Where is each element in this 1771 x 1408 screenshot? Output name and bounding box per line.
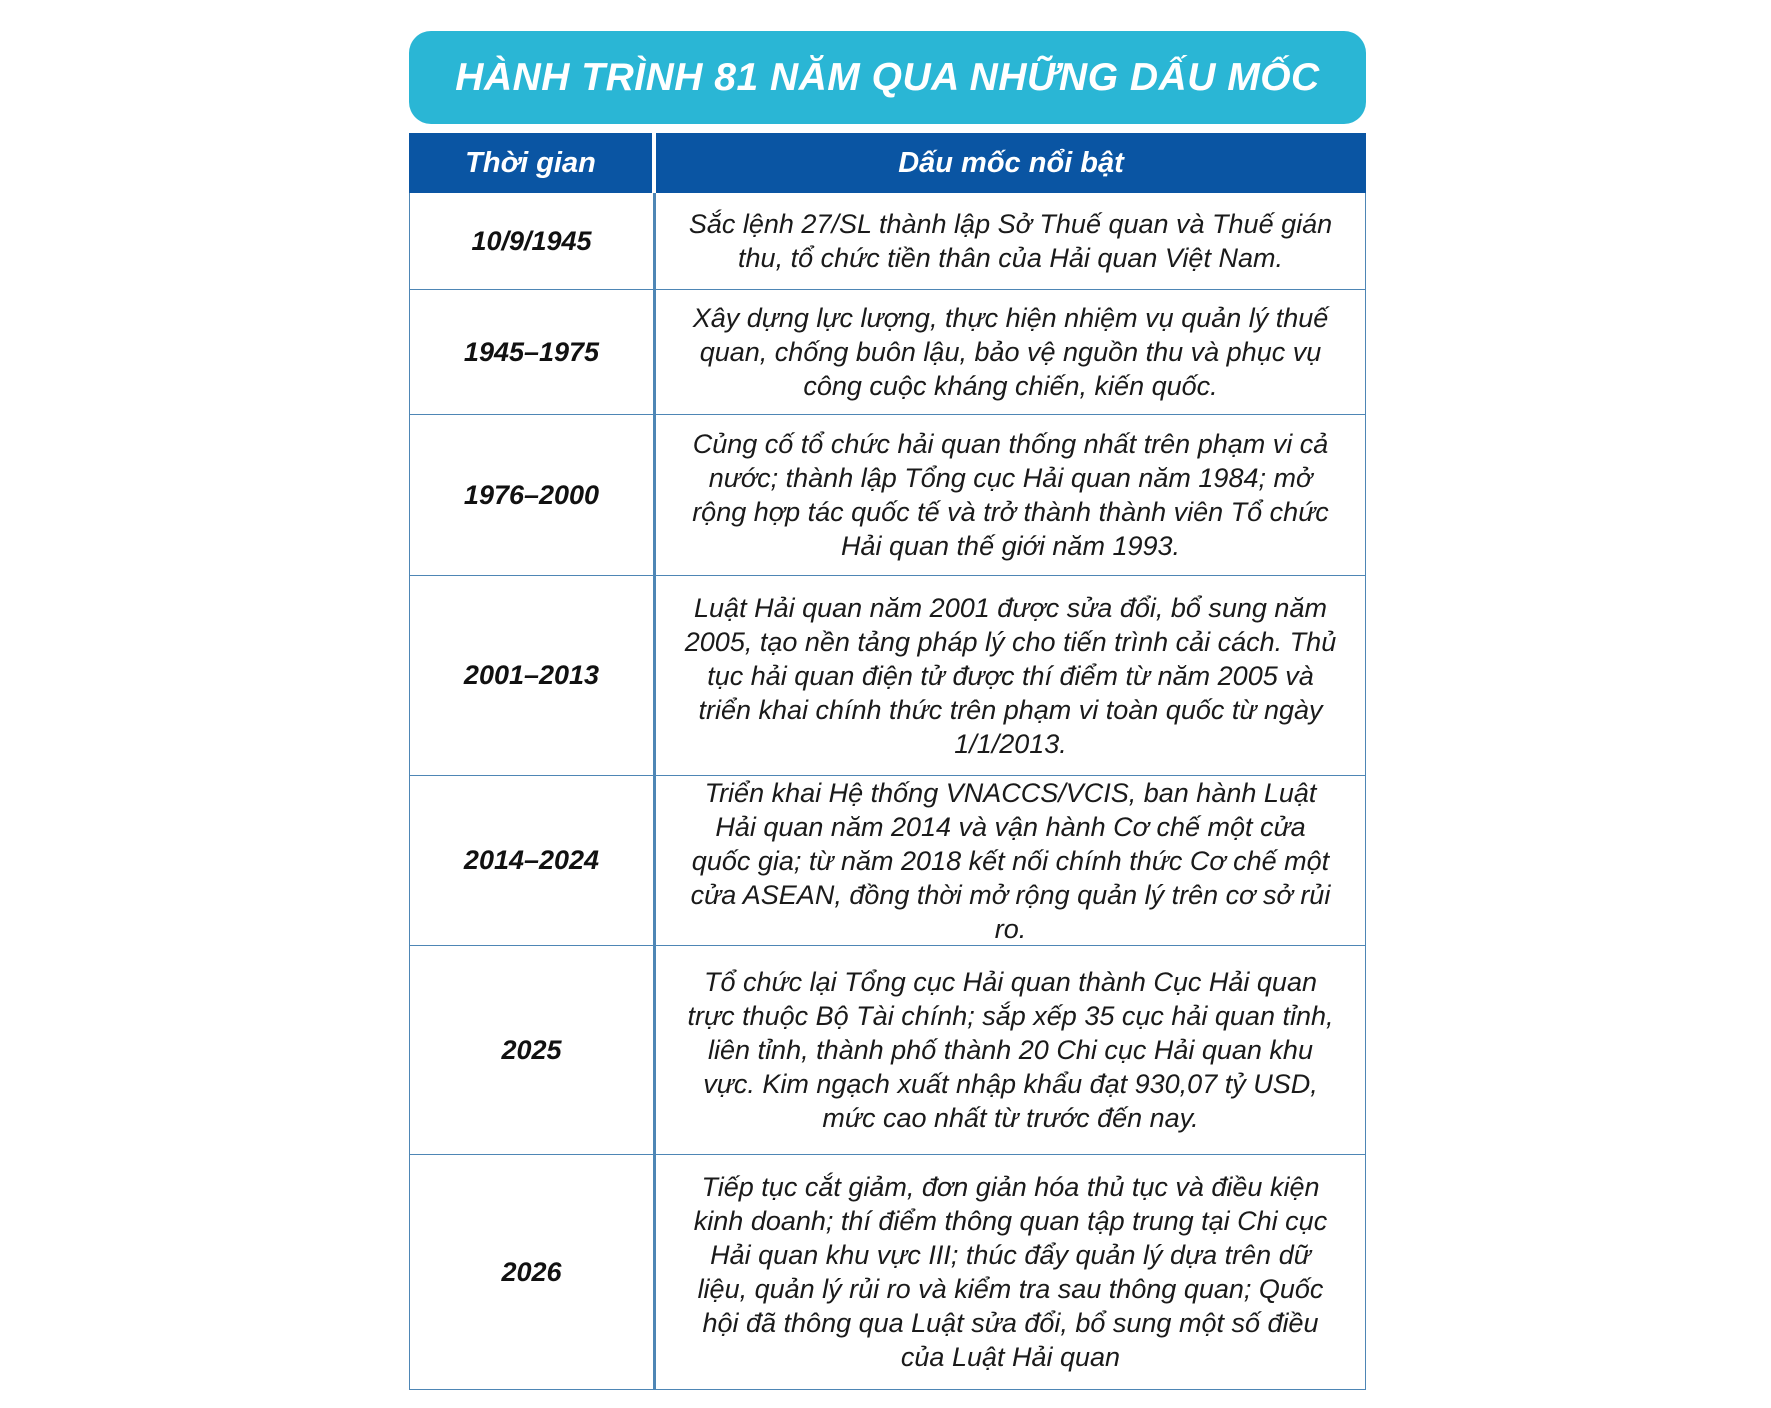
header-milestone: Dấu mốc nổi bật: [656, 133, 1366, 193]
row-period: 2026: [409, 1155, 656, 1390]
row-milestone: Xây dựng lực lượng, thực hiện nhiệm vụ quản lý thuế quan, chống buôn lậu, bảo vệ nguồn thu và phục vụ công cuộc kháng chiến, kiến quốc.: [656, 290, 1366, 415]
milestones-table: [409, 133, 1366, 1390]
row-milestone: Tổ chức lại Tổng cục Hải quan thành Cục Hải quan trực thuộc Bộ Tài chính; sắp xếp 35 cục hải quan tỉnh, liên tỉnh, thành phố thành 20 Chi cục Hải quan khu vực. Kim ngạch xuất nhập khẩu đạt 930,07 tỷ USD, mức cao nhất từ trước đến nay.: [656, 946, 1366, 1155]
row-milestone: Tiếp tục cắt giảm, đơn giản hóa thủ tục và điều kiện kinh doanh; thí điểm thông quan tập trung tại Chi cục Hải quan khu vực III; thúc đẩy quản lý dựa trên dữ liệu, quản lý rủi ro và kiểm tra sau thông quan; Quốc hội đã thông qua Luật sửa đổi, bổ sung một số điều của Luật Hải quan: [656, 1155, 1366, 1390]
row-period: 10/9/1945: [409, 193, 656, 290]
row-period: 2001–2013: [409, 576, 656, 776]
row-period: 2014–2024: [409, 776, 656, 946]
title-banner: [409, 31, 1366, 124]
row-milestone: Triển khai Hệ thống VNACCS/VCIS, ban hành Luật Hải quan năm 2014 và vận hành Cơ chế một cửa quốc gia; từ năm 2018 kết nối chính thức Cơ chế một cửa ASEAN, đồng thời mở rộng quản lý trên cơ sở rủi ro.: [656, 776, 1366, 946]
page-title: HÀNH TRÌNH 81 NĂM QUA NHỮNG DẤU MỐC: [455, 55, 1320, 99]
row-milestone: Luật Hải quan năm 2001 được sửa đổi, bổ sung năm 2005, tạo nền tảng pháp lý cho tiến trình cải cách. Thủ tục hải quan điện tử được thí điểm từ năm 2005 và triển khai chính thức trên phạm vi toàn quốc từ ngày 1/1/2013.: [656, 576, 1366, 776]
header-period: Thời gian: [409, 133, 656, 193]
row-period: 1976–2000: [409, 415, 656, 576]
row-milestone: Củng cố tổ chức hải quan thống nhất trên phạm vi cả nước; thành lập Tổng cục Hải quan năm 1984; mở rộng hợp tác quốc tế và trở thành thành viên Tổ chức Hải quan thế giới năm 1993.: [656, 415, 1366, 576]
row-period: 1945–1975: [409, 290, 656, 415]
row-milestone: Sắc lệnh 27/SL thành lập Sở Thuế quan và Thuế gián thu, tổ chức tiền thân của Hải quan Việt Nam.: [656, 193, 1366, 290]
row-period: 2025: [409, 946, 656, 1155]
